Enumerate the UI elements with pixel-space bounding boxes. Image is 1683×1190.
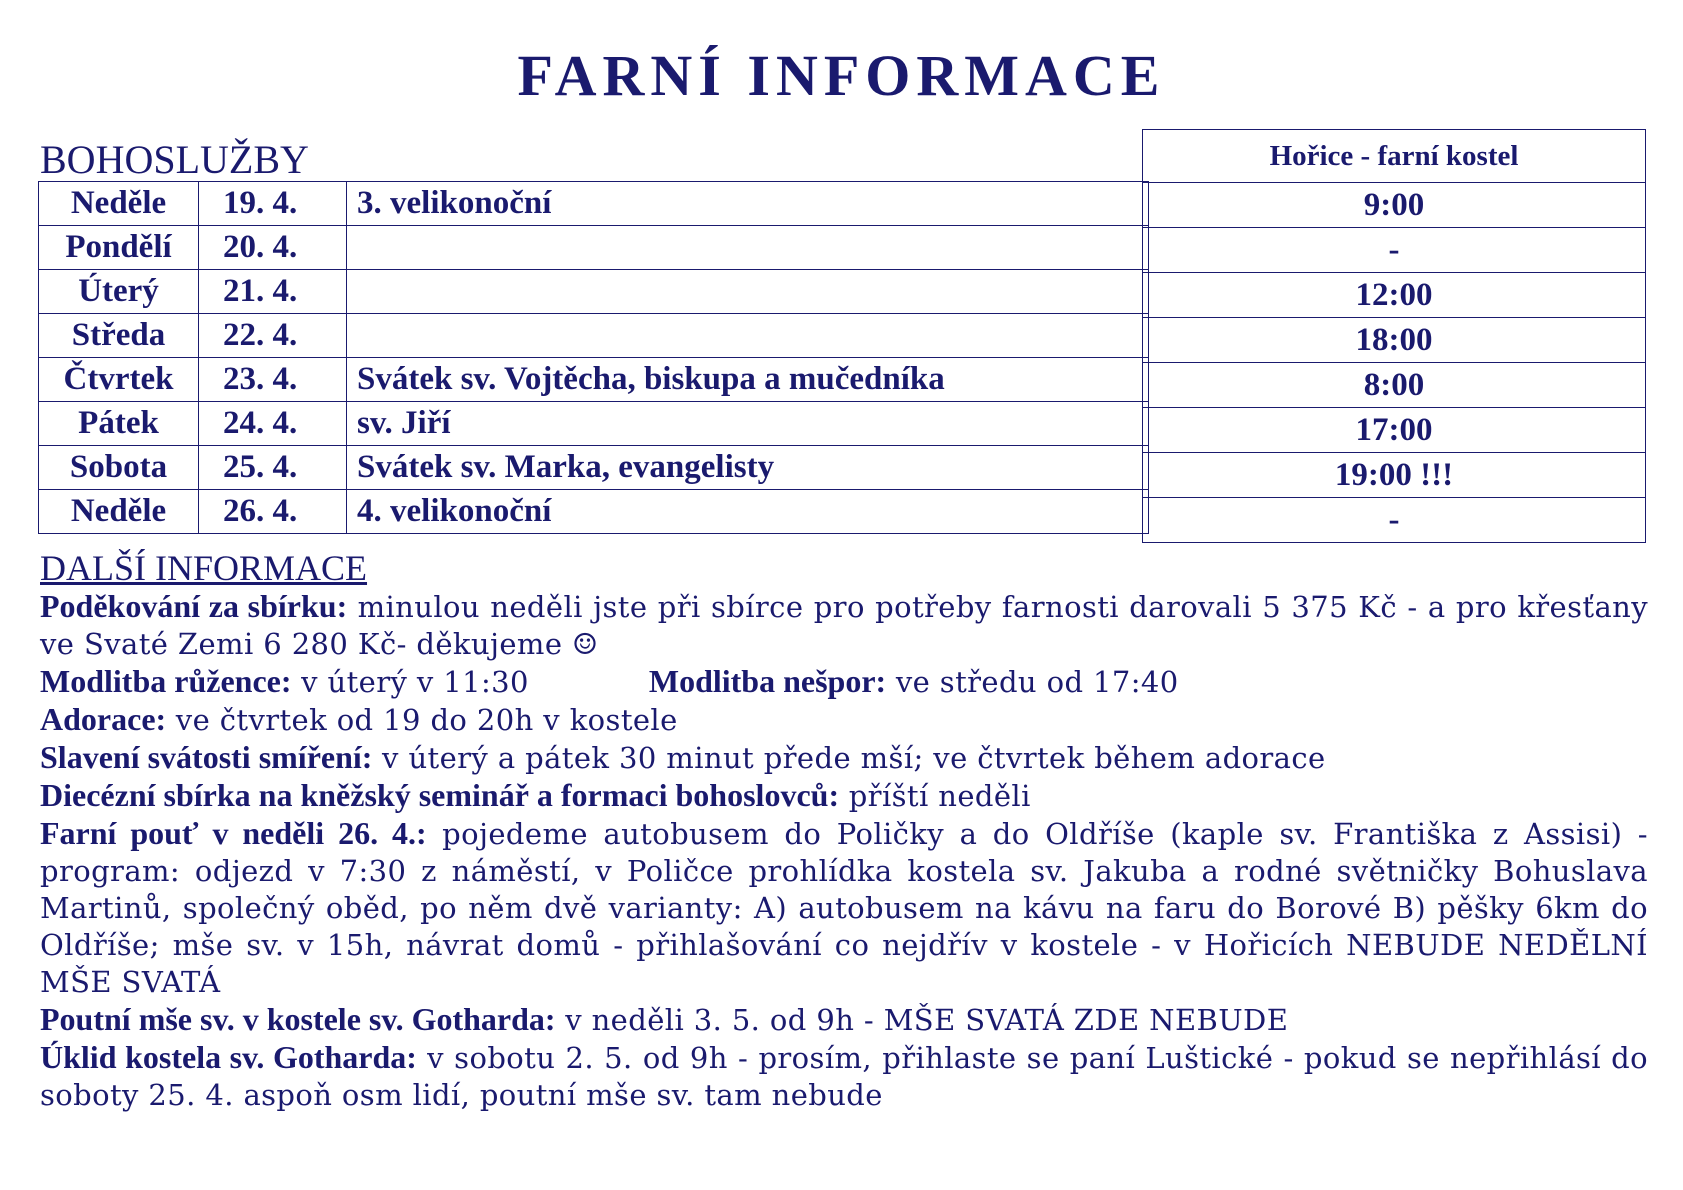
day-cell: Úterý (39, 270, 199, 314)
gothard-mass-label: Poutní mše sv. v kostele sv. Gotharda: (40, 1001, 556, 1037)
table-row (39, 446, 1149, 490)
vespers-label: Modlitba nešpor: (648, 663, 887, 699)
date-cell: 21. 4. (199, 270, 347, 314)
gothard-mass-paragraph (40, 1001, 1648, 1039)
table-row (39, 226, 1149, 270)
services-heading: BOHOSLUŽBY (40, 137, 309, 182)
gothard-mass-text: v neděli 3. 5. od 9h - MŠE SVATÁ ZDE NEBUDE (555, 1003, 1289, 1037)
description-cell: Svátek sv. Vojtěcha, biskupa a mučedníka (347, 358, 1149, 402)
description-cell (347, 314, 1149, 358)
rosary-label: Modlitba růžence: (40, 663, 292, 699)
services-table (38, 181, 1149, 534)
adoration-text: ve čtvrtek od 19 do 20h v kostele (166, 703, 678, 737)
time-cell: 12:00 (1143, 273, 1646, 318)
table-row (1143, 498, 1646, 543)
time-cell: 17:00 (1143, 408, 1646, 453)
table-header-row (1143, 130, 1646, 183)
description-cell: Svátek sv. Marka, evangelisty (347, 446, 1149, 490)
collection-label: Diecézní sbírka na kněžský seminář a formaci bohoslovců: (40, 777, 840, 813)
table-row (1143, 228, 1646, 273)
time-cell: 8:00 (1143, 363, 1646, 408)
pilgrimage-label: Farní pouť v neděli 26. 4.: (40, 815, 427, 851)
time-cell: - (1143, 228, 1646, 273)
day-cell: Neděle (39, 182, 199, 226)
collection-paragraph (40, 777, 1648, 815)
vespers-text: ve středu od 17:40 (886, 665, 1179, 699)
info-heading: DALŠÍ INFORMACE (40, 548, 368, 588)
date-cell: 22. 4. (199, 314, 347, 358)
table-row (39, 182, 1149, 226)
day-cell: Neděle (39, 490, 199, 534)
day-cell: Pátek (39, 402, 199, 446)
thanks-text: minulou neděli jste při sbírce pro potřeby farnosti darovali 5 375 Kč - a pro křesťany ve Svaté Zemi 6 280 Kč- děkujeme ☺ (40, 590, 1648, 661)
table-row (39, 358, 1149, 402)
rosary-text: v úterý v 11:30 (291, 665, 529, 699)
date-cell: 24. 4. (199, 402, 347, 446)
date-cell: 19. 4. (199, 182, 347, 226)
day-cell: Sobota (39, 446, 199, 490)
thanks-label: Poděkování za sbírku: (40, 588, 348, 624)
day-cell: Pondělí (39, 226, 199, 270)
table-row (1143, 273, 1646, 318)
description-cell: 4. velikonoční (347, 490, 1149, 534)
time-cell: 19:00 !!! (1143, 453, 1646, 498)
time-cell: - (1143, 498, 1646, 543)
description-cell (347, 226, 1149, 270)
date-cell: 26. 4. (199, 490, 347, 534)
table-row (39, 402, 1149, 446)
cleaning-label: Úklid kostela sv. Gotharda: (40, 1039, 417, 1075)
pilgrimage-paragraph (40, 815, 1648, 1001)
adoration-paragraph (40, 701, 1648, 739)
collection-text: příští neděli (839, 779, 1031, 813)
table-row (39, 490, 1149, 534)
location-header: Hořice - farní kostel (1143, 130, 1646, 183)
table-row (1143, 363, 1646, 408)
description-cell: 3. velikonoční (347, 182, 1149, 226)
cleaning-text: v sobotu 2. 5. od 9h - prosím, přihlaste se paní Luštické - pokud se nepřihlásí do soboty 25. 4. aspoň osm lidí, poutní mše sv. tam nebude (40, 1041, 1648, 1112)
description-cell: sv. Jiří (347, 402, 1149, 446)
pilgrimage-text: pojedeme autobusem do Poličky a do Oldříše (kaple sv. Františka z Assisi) - program: odjezd v 7:30 z náměstí, v Poličce prohlídka kostela sv. Jakuba a rodné světničky Bohuslava Martinů, společný oběd, po něm dvě varianty: A) autobusem na kávu na faru do Borové B) pěšky 6km do Oldříše; mše sv. v 15h, návrat domů - přihlašování co nejdřív v kostele - v Hořicích NEBUDE NEDĚLNÍ MŠE SVATÁ (40, 817, 1648, 999)
table-row (1143, 453, 1646, 498)
confession-paragraph (40, 739, 1648, 777)
page-title: FARNÍ INFORMACE (517, 43, 1166, 108)
table-row (1143, 183, 1646, 228)
adoration-label: Adorace: (40, 701, 167, 737)
time-cell: 9:00 (1143, 183, 1646, 228)
table-row (1143, 318, 1646, 363)
thanks-paragraph (40, 588, 1648, 663)
day-cell: Čtvrtek (39, 358, 199, 402)
day-cell: Středa (39, 314, 199, 358)
prayer-paragraph (40, 663, 1648, 701)
confession-label: Slavení svátosti smíření: (40, 739, 373, 775)
date-cell: 23. 4. (199, 358, 347, 402)
description-cell (347, 270, 1149, 314)
date-cell: 25. 4. (199, 446, 347, 490)
table-row (39, 314, 1149, 358)
cleaning-paragraph (40, 1039, 1648, 1114)
info-section (40, 548, 1648, 1114)
table-row (1143, 408, 1646, 453)
table-row (39, 270, 1149, 314)
date-cell: 20. 4. (199, 226, 347, 270)
confession-text: v úterý a pátek 30 minut přede mší; ve čtvrtek během adorace (372, 741, 1326, 775)
time-cell: 18:00 (1143, 318, 1646, 363)
times-table (1142, 129, 1646, 543)
